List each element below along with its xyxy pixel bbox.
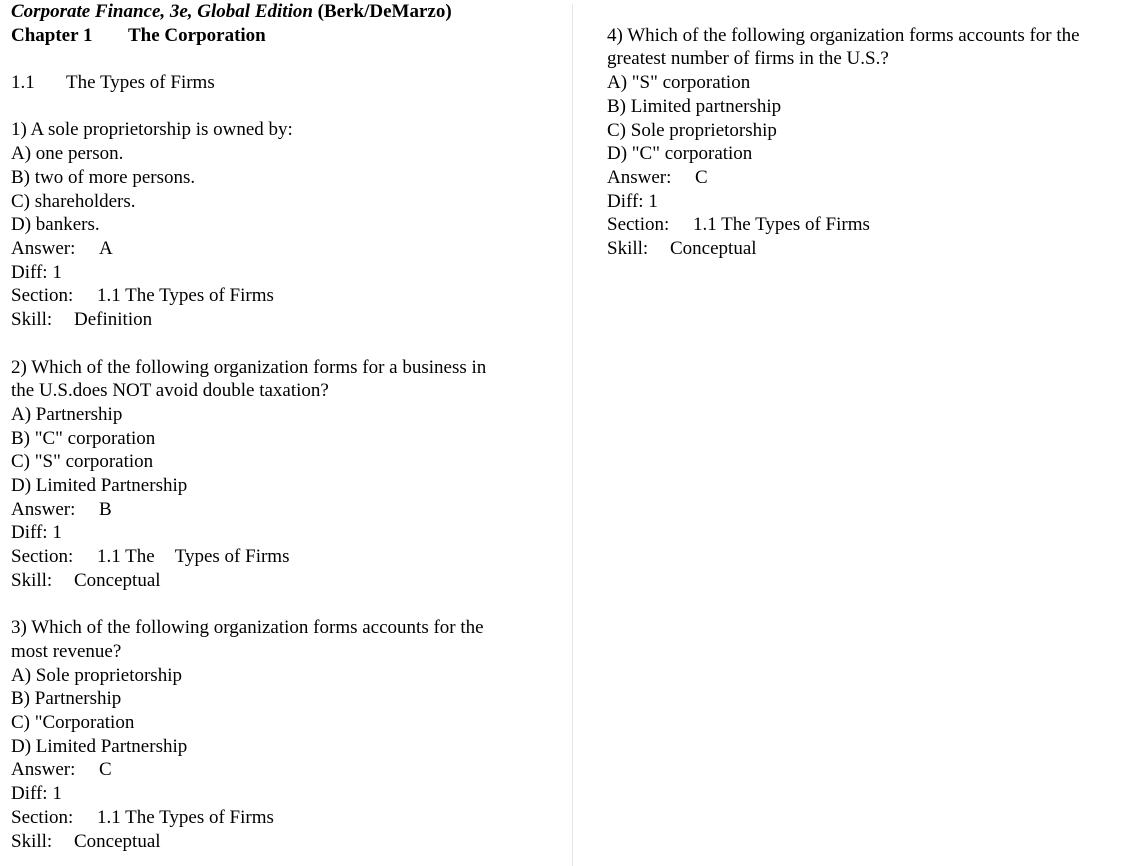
answer-label: Answer: — [11, 759, 76, 781]
book-header — [11, 0, 551, 24]
skill-value: Conceptual — [74, 569, 161, 591]
section-heading — [11, 71, 551, 95]
option: B) "C" corporation — [11, 427, 156, 449]
option: D) bankers. — [11, 214, 100, 236]
book-authors: (Berk/DeMarzo) — [312, 1, 452, 22]
answer-label: Answer: — [11, 238, 76, 259]
diff-row — [607, 190, 1127, 214]
option: A) "S" corporation — [607, 72, 751, 94]
skill-label: Skill: — [11, 569, 53, 591]
option: C) "Corporation — [11, 712, 135, 734]
skill-value: Conceptual — [670, 238, 757, 260]
diff-label: Diff: — [11, 261, 48, 283]
right-column — [607, 0, 1127, 261]
answer-label: Answer: — [607, 166, 672, 188]
column-divider — [572, 4, 573, 866]
left-column — [11, 0, 551, 853]
answer-value: A — [99, 238, 113, 259]
chapter-heading — [11, 24, 551, 48]
diff-label: Diff: — [607, 190, 644, 212]
option: C) shareholders. — [11, 190, 136, 212]
chapter-title: The Corporation — [128, 24, 266, 46]
chapter-label: Chapter 1 — [11, 24, 93, 46]
diff-row — [11, 261, 551, 285]
question-text: 3) Which of the following organization forms accounts for the — [11, 617, 484, 639]
skill-row — [11, 830, 551, 854]
option: C) Sole proprietorship — [607, 119, 777, 141]
answer-label: Answer: — [11, 498, 76, 520]
answer-value: B — [99, 498, 112, 520]
section-label: Section: — [11, 806, 74, 828]
diff-value: 1 — [52, 522, 62, 544]
skill-label: Skill: — [607, 238, 649, 260]
answer-row — [607, 166, 1127, 190]
diff-value: 1 — [648, 190, 658, 212]
diff-label: Diff: — [11, 522, 48, 544]
section-label: Section: — [607, 214, 670, 236]
section-value: 1.1 The Types of Firms — [97, 285, 274, 307]
answer-value: C — [695, 166, 708, 188]
section-value: 1.1 The — [97, 546, 155, 568]
option: B) Partnership — [11, 688, 122, 710]
option: A) one person. — [11, 143, 124, 165]
option: B) Limited partnership — [607, 95, 782, 117]
section-title: The Types of Firms — [66, 72, 215, 94]
option: D) "C" corporation — [607, 143, 753, 165]
section-label: Section: — [11, 285, 74, 307]
diff-label: Diff: — [11, 783, 48, 805]
diff-row — [11, 521, 551, 545]
book-title: Corporate Finance, 3e, Global Edition — [11, 1, 313, 22]
section-row — [11, 284, 551, 308]
diff-row — [11, 782, 551, 806]
section-value: 1.1 The Types of Firms — [97, 806, 274, 828]
option: A) Sole proprietorship — [11, 664, 182, 686]
skill-value: Definition — [74, 309, 153, 331]
diff-value: 1 — [52, 783, 62, 805]
option: D) Limited Partnership — [11, 735, 188, 757]
section-value: Types of Firms — [174, 546, 290, 568]
question-block — [607, 24, 1127, 261]
skill-row — [607, 237, 1127, 261]
skill-row — [11, 569, 551, 593]
question-block — [11, 118, 551, 331]
skill-value: Conceptual — [74, 830, 161, 852]
section-label: Section: — [11, 546, 74, 568]
question-text: 4) Which of the following organization forms accounts for the — [607, 24, 1080, 46]
section-number: 1.1 — [11, 72, 35, 94]
option: D) Limited Partnership — [11, 475, 188, 497]
option: C) "S" corporation — [11, 451, 154, 473]
diff-value: 1 — [52, 261, 62, 283]
skill-label: Skill: — [11, 830, 53, 852]
question-block — [11, 616, 551, 853]
question-text: greatest number of firms in the U.S.? — [607, 48, 889, 70]
section-row — [11, 806, 551, 830]
answer-value: C — [99, 759, 112, 781]
section-row — [11, 545, 551, 569]
skill-row — [11, 308, 551, 332]
answer-row — [11, 498, 551, 522]
section-row — [607, 213, 1127, 237]
question-block — [11, 356, 551, 593]
section-value: 1.1 The Types of Firms — [693, 214, 870, 236]
question-text: 2) Which of the following organization forms for a business in — [11, 356, 487, 378]
question-text: the U.S.does NOT avoid double taxation? — [11, 380, 329, 402]
question-text: 1) A sole proprietorship is owned by: — [11, 119, 293, 141]
option: B) two of more persons. — [11, 166, 196, 188]
skill-label: Skill: — [11, 309, 53, 331]
option: A) Partnership — [11, 403, 123, 425]
answer-row — [11, 758, 551, 782]
question-text: most revenue? — [11, 640, 122, 662]
answer-row — [11, 237, 551, 261]
